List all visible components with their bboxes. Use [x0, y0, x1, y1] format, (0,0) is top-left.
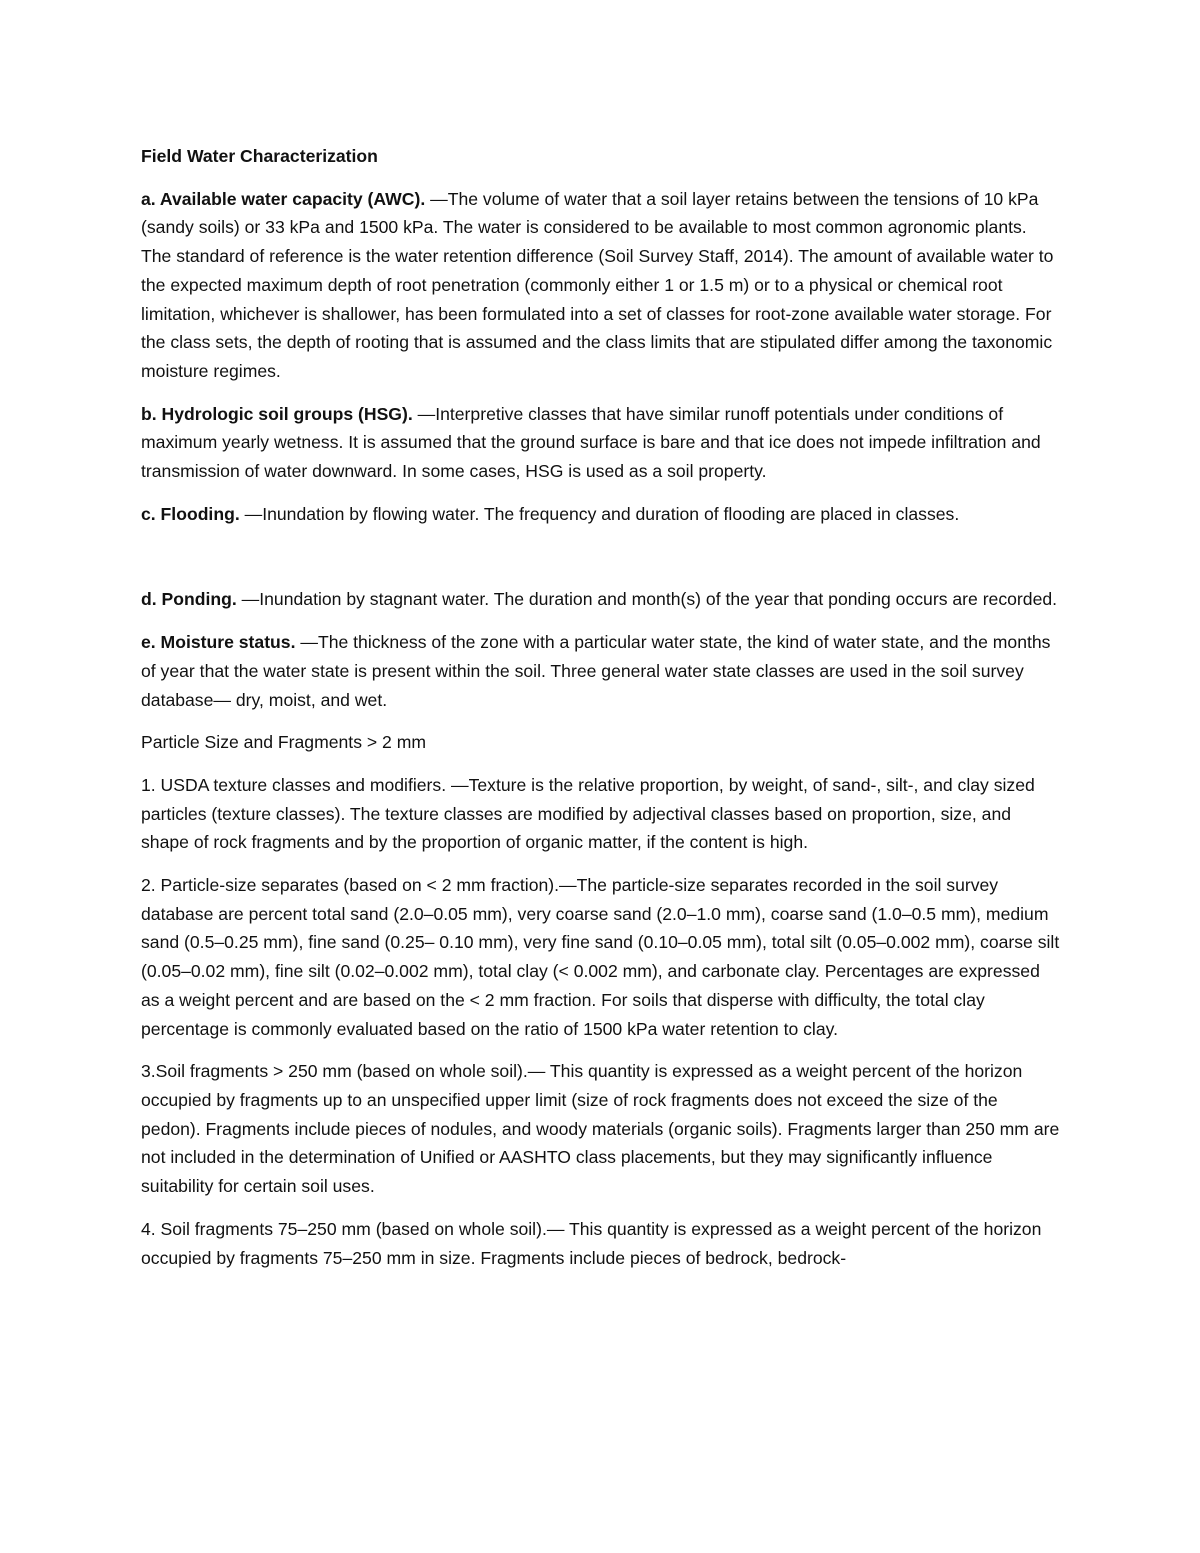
- section-heading-particle-size: Particle Size and Fragments > 2 mm: [141, 732, 427, 753]
- water-item-heading: a. Available water capacity (AWC).: [141, 188, 426, 209]
- particle-item-fragments-250: 3.Soil fragments > 250 mm (based on whole soil).— This quantity is expressed as a weight percent of the horizon occupied by fragments up to an unspecified upper limit (size of rock fragments does not exceed the size of the pedon). Fragments include pieces of nodules, and woody materials (organic soils). Fragments larger than 250 mm are not included in the determination of Unified or AASHTO class placements, but they may significantly influence suitability for certain soil uses.: [141, 1061, 1060, 1197]
- document-title: Field Water Characterization: [141, 146, 378, 166]
- water-item-text: —Inundation by stagnant water. The duration and month(s) of the year that ponding occurs are recorded.: [236, 589, 1058, 610]
- particle-item-fragments-75-250: 4. Soil fragments 75–250 mm (based on whole soil).— This quantity is expressed as a weight percent of the horizon occupied by fragments 75–250 mm in size. Fragments include pieces of bedrock, bedrock-: [141, 1218, 1042, 1268]
- water-item-text: —Inundation by flowing water. The frequency and duration of flooding are placed in classes.: [239, 503, 960, 524]
- water-item-awc: [141, 185, 1061, 386]
- water-item-ponding: [141, 585, 1061, 614]
- water-item-text: —Interpretive classes that have similar runoff potentials under conditions of maximum yearly wetness. It is assumed that the ground surface is bare and that ice does not impede infiltration and transmission of water downward. In some cases, HSG is used as a soil property.: [141, 403, 1041, 482]
- water-item-flooding: [141, 500, 1061, 529]
- water-item-moisture: [141, 628, 1061, 714]
- water-item-heading: d. Ponding.: [141, 589, 237, 610]
- document-page: [141, 142, 1061, 1272]
- water-item-heading: c. Flooding.: [141, 503, 240, 524]
- water-item-heading: b. Hydrologic soil groups (HSG).: [141, 403, 413, 424]
- water-item-text: —The volume of water that a soil layer retains between the tensions of 10 kPa (sandy soils) or 33 kPa and 1500 kPa. The water is considered to be available to most common agronomic plants. The standard of reference is the water retention difference (Soil Survey Staff, 2014). The amount of available water to the expected maximum depth of root penetration (commonly either 1 or 1.5 m) or to a physical or chemical root limitation, whichever is shallower, has been formulated into a set of classes for root-zone available water storage. For the class sets, the depth of rooting that is assumed and the class limits that are stipulated differ among the taxonomic moisture regimes.: [141, 188, 1054, 381]
- particle-item-separates: 2. Particle-size separates (based on < 2 mm fraction).—The particle-size separates recorded in the soil survey database are percent total sand (2.0–0.05 mm), very coarse sand (2.0–1.0 mm), coarse sand (1.0–0.5 mm), medium sand (0.5–0.25 mm), fine sand (0.25– 0.10 mm), very fine sand (0.10–0.05 mm), total silt (0.05–0.002 mm), coarse silt (0.05–0.02 mm), fine silt (0.02–0.002 mm), total clay (< 0.002 mm), and carbonate clay. Percentages are expressed as a weight percent and are based on the < 2 mm fraction. For soils that disperse with difficulty, the total clay percentage is commonly evaluated based on the ratio of 1500 kPa water retention to clay.: [141, 875, 1060, 1039]
- water-item-text: —The thickness of the zone with a particular water state, the kind of water state, and the months of year that the water state is present within the soil. Three general water state classes are used in the soil survey database— dry, moist, and wet.: [141, 632, 1051, 710]
- water-item-heading: e. Moisture status.: [141, 632, 296, 653]
- water-item-hsg: [141, 400, 1061, 486]
- particle-item-texture: 1. USDA texture classes and modifiers. —Texture is the relative proportion, by weight, of sand-, silt-, and clay sized particles (texture classes). The texture classes are modified by adjectival classes based on proportion, size, and shape of rock fragments and by the proportion of organic matter, if the content is high.: [141, 774, 1035, 853]
